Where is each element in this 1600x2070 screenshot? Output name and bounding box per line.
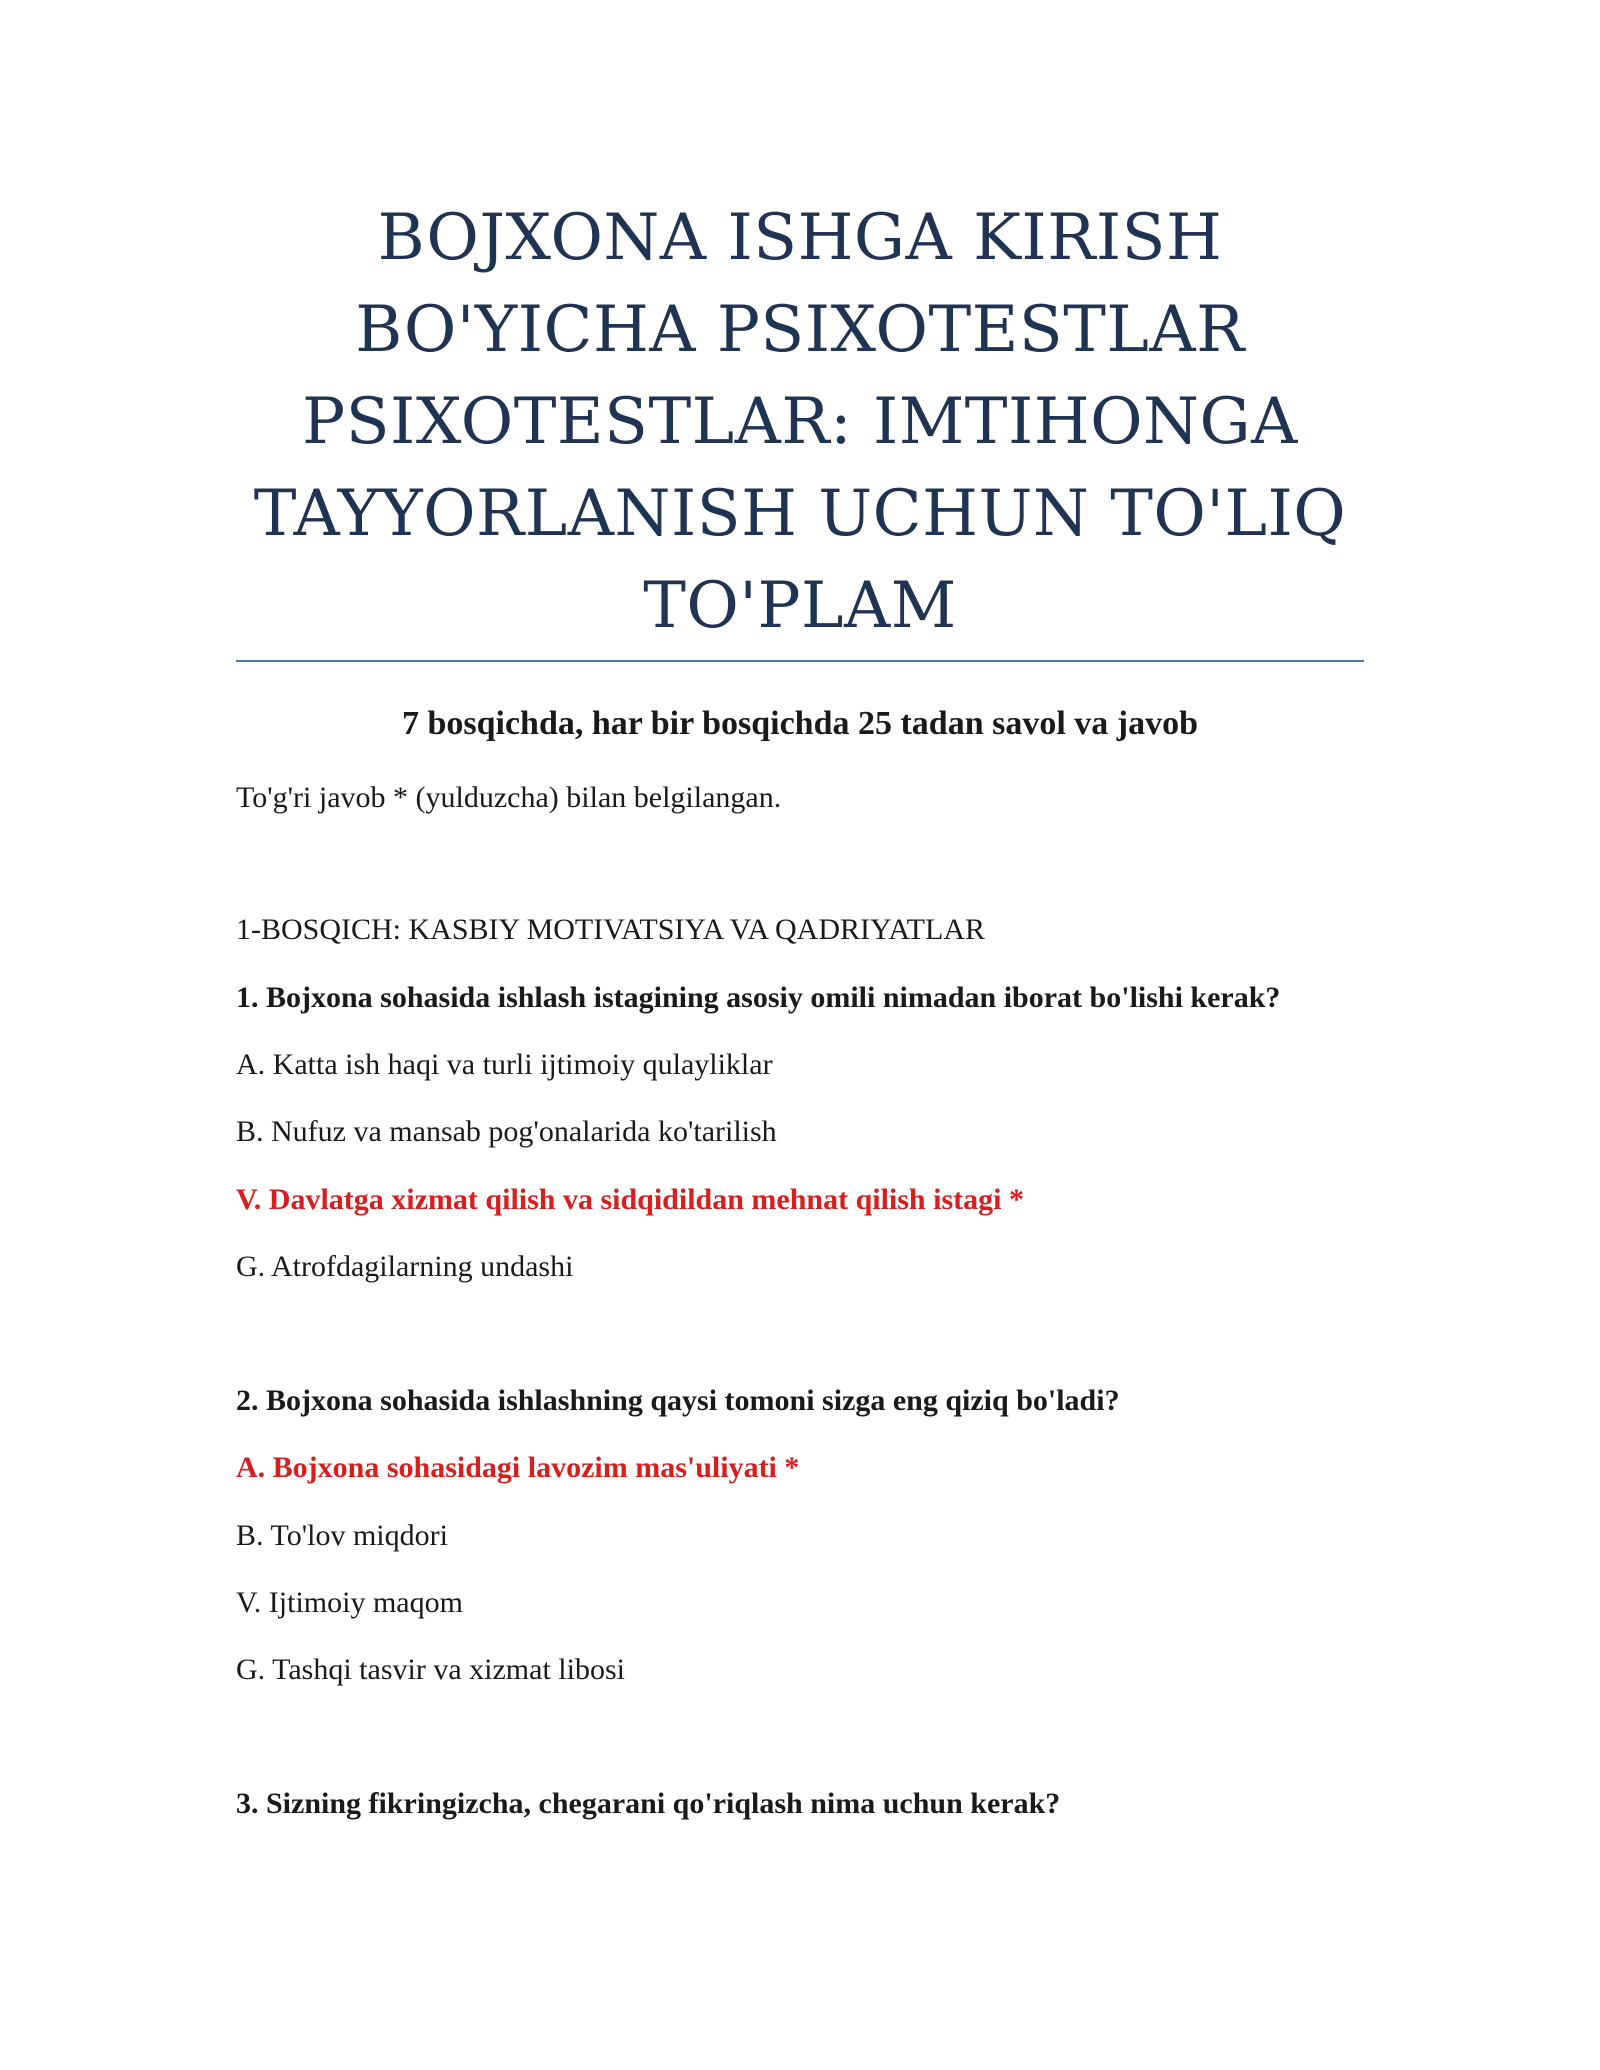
question-2: 2. Bojxona sohasida ishlashning qaysi tomoni sizga eng qiziq bo'ladi?: [236, 1384, 1120, 1417]
document-subtitle: 7 bosqichda, har bir bosqichda 25 tadan savol va javob: [401, 705, 1199, 742]
section-heading: 1-BOSQICH: KASBIY MOTIVATSIYA VA QADRIYATLAR: [236, 913, 985, 946]
question-2-option-a-correct: A. Bojxona sohasidagi lavozim mas'uliyati *: [236, 1451, 800, 1484]
title-line: BO'YICHA PSIXOTESTLAR: [355, 293, 1245, 367]
title-line: BOJXONA ISHGA KIRISH: [377, 201, 1223, 275]
question-3: 3. Sizning fikringizcha, chegarani qo'riqlash nima uchun kerak?: [236, 1787, 1061, 1820]
question-1-option-b: B. Nufuz va mansab pog'onalarida ko'tarilish: [236, 1115, 777, 1148]
title-line: TO'PLAM: [643, 569, 957, 643]
question-1: 1. Bojxona sohasida ishlash istagining asosiy omili nimadan iborat bo'lishi kerak?: [236, 981, 1281, 1014]
document-title: [236, 192, 1364, 652]
question-2-option-g: G. Tashqi tasvir va xizmat libosi: [236, 1653, 625, 1686]
title-line: PSIXOTESTLAR: IMTIHONGA: [302, 385, 1298, 459]
question-1-option-a: A. Katta ish haqi va turli ijtimoiy qulayliklar: [236, 1048, 773, 1081]
title-line: TAYYORLANISH UCHUN TO'LIQ: [253, 477, 1347, 551]
question-2-option-v: V. Ijtimoiy maqom: [236, 1586, 463, 1619]
title-divider: [236, 660, 1364, 662]
question-1-option-g: G. Atrofdagilarning undashi: [236, 1250, 574, 1283]
question-2-option-b: B. To'lov miqdori: [236, 1519, 448, 1552]
question-1-option-v-correct: V. Davlatga xizmat qilish va sidqidildan mehnat qilish istagi *: [236, 1183, 1024, 1216]
answer-key-note: To'g'ri javob * (yulduzcha) bilan belgilangan.: [236, 781, 782, 814]
